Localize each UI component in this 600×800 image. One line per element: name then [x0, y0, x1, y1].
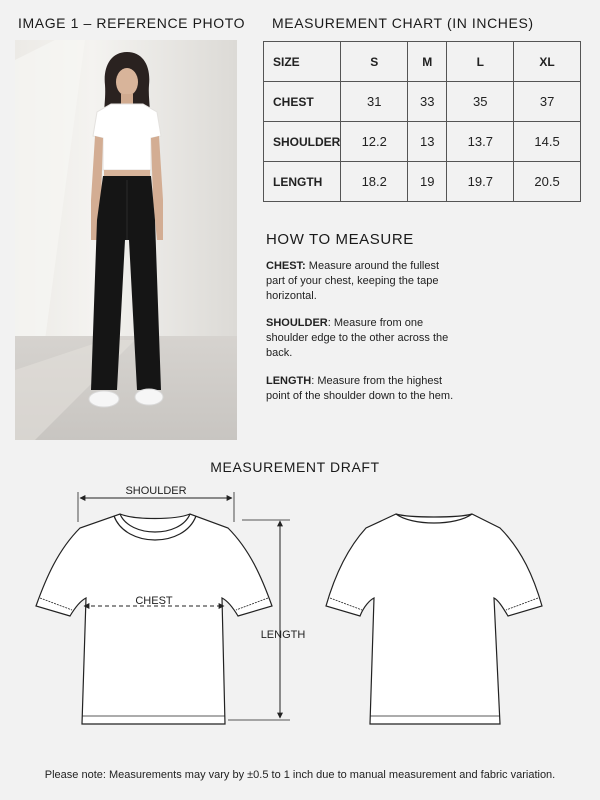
- value-cell: 12.2: [341, 122, 408, 162]
- measurement-draft-heading: MEASUREMENT DRAFT: [210, 459, 380, 475]
- value-cell: 13.7: [447, 122, 514, 162]
- how-to-measure-shoulder: [266, 316, 456, 361]
- term-label: SHOULDER: [266, 317, 328, 329]
- shoulder-label: SHOULDER: [125, 485, 187, 497]
- term-label: LENGTH: [266, 375, 312, 387]
- value-cell: 19.7: [447, 162, 514, 202]
- measurement-draft: [0, 478, 600, 748]
- size-cell: L: [447, 42, 514, 82]
- row-label: SHOULDER: [264, 122, 341, 162]
- size-header-cell: SIZE: [264, 42, 341, 82]
- table-row-shoulder: [264, 122, 581, 162]
- front-tshirt-drawing: [36, 514, 272, 724]
- value-cell: 33: [408, 82, 447, 122]
- term-description: : Measure from one shoulder edge to the other across the back.: [266, 317, 449, 359]
- back-tshirt-drawing: [326, 514, 542, 724]
- value-cell: 31: [341, 82, 408, 122]
- how-to-measure-chest: [266, 259, 456, 304]
- term-description: : Measure from the highest point of the shoulder down to the hem.: [266, 375, 454, 402]
- how-to-measure-heading: HOW TO MEASURE: [266, 231, 414, 248]
- how-to-measure-length: [266, 374, 456, 404]
- value-cell: 18.2: [341, 162, 408, 202]
- row-label: LENGTH: [264, 162, 341, 202]
- value-cell: 13: [408, 122, 447, 162]
- value-cell: 35: [447, 82, 514, 122]
- size-cell: M: [408, 42, 447, 82]
- term-label: CHEST:: [266, 260, 306, 272]
- value-cell: 19: [408, 162, 447, 202]
- reference-photo-heading: IMAGE 1 – REFERENCE PHOTO: [18, 15, 246, 31]
- length-label: LENGTH: [260, 629, 306, 641]
- value-cell: 14.5: [514, 122, 581, 162]
- footnote: Please note: Measurements may vary by ±0.5 to 1 inch due to manual measurement and fabric variation.: [44, 769, 556, 781]
- table-header-row: [264, 42, 581, 82]
- table-row-length: [264, 162, 581, 202]
- size-cell: S: [341, 42, 408, 82]
- size-cell: XL: [514, 42, 581, 82]
- term-description: Measure around the fullest part of your chest, keeping the tape horizontal.: [266, 260, 440, 302]
- value-cell: 20.5: [514, 162, 581, 202]
- row-label: CHEST: [264, 82, 341, 122]
- measurement-chart-table: [263, 41, 581, 202]
- reference-photo: [15, 40, 237, 440]
- chest-label: CHEST: [135, 595, 173, 607]
- measurement-chart-heading: MEASUREMENT CHART (IN INCHES): [272, 15, 534, 31]
- value-cell: 37: [514, 82, 581, 122]
- table-row-chest: [264, 82, 581, 122]
